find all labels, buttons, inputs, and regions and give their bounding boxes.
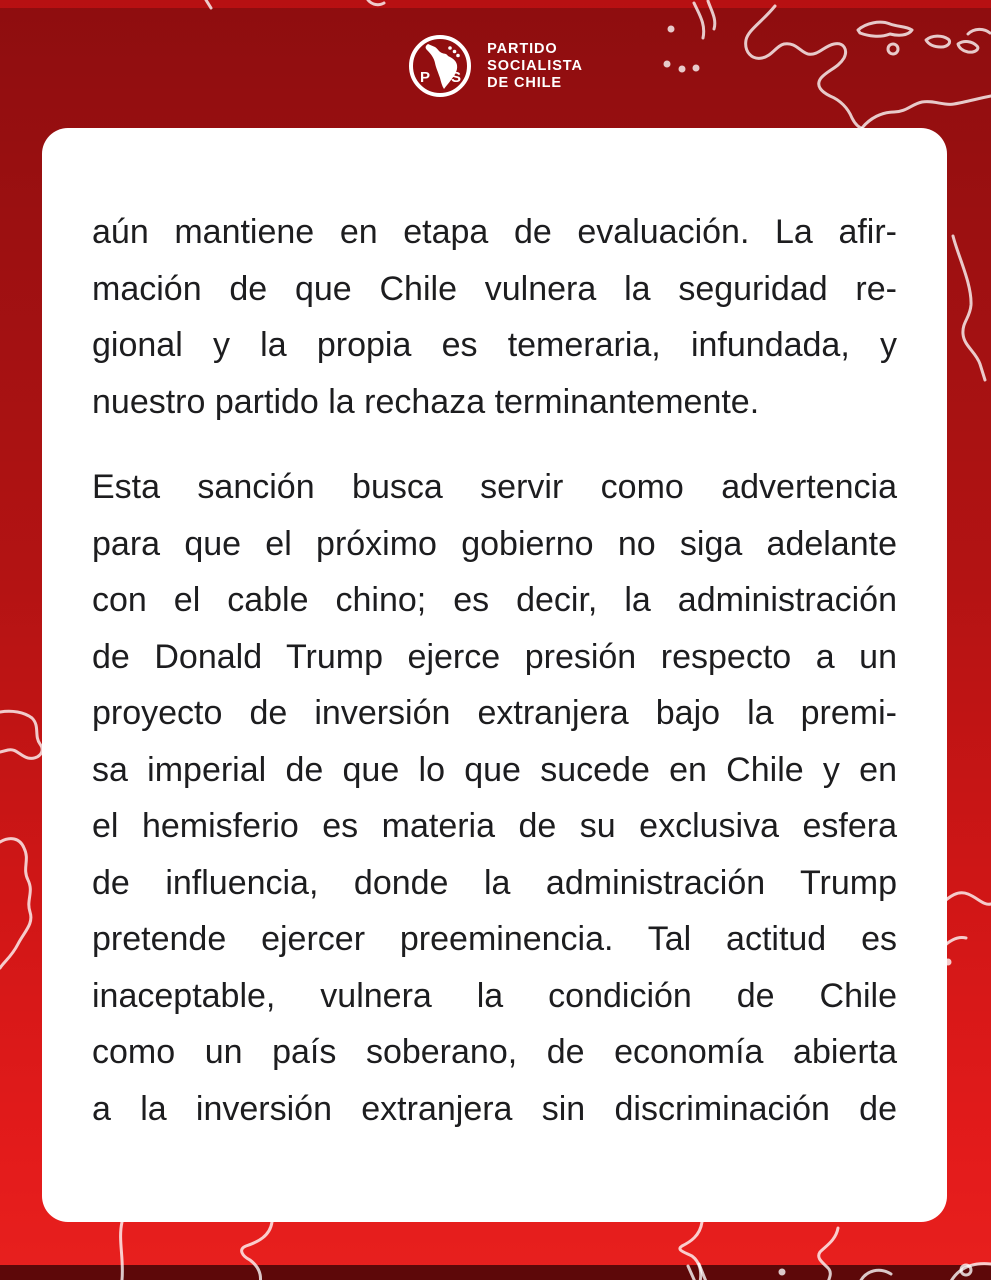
text-line: proyecto de inversión extranjera bajo la premi-	[92, 694, 897, 732]
map-outline-venezuela-coast	[862, 96, 991, 128]
text-line: a la inversión extranjera sin discriminación de	[92, 1089, 897, 1128]
bottom-edge-bar	[0, 1265, 991, 1280]
text-line: sa imperial de que lo que sucede en Chile y en	[92, 750, 897, 789]
text-line: mación de que Chile vulnera la seguridad re-	[92, 269, 897, 308]
logo-letter-p: P	[420, 69, 431, 86]
map-outline-right-bump	[940, 893, 991, 905]
text-line: nuestro partido la rechaza terminantemente.	[92, 382, 760, 421]
text-line: con el cable chino; es decir, la administración	[92, 581, 897, 619]
top-edge-strip	[0, 0, 991, 8]
map-outline-island-dot	[668, 26, 675, 33]
paragraph	[92, 204, 897, 430]
text-line: como un país soberano, de economía abierta	[92, 1033, 897, 1071]
wordmark-line-3: DE CHILE	[487, 74, 562, 91]
text-line: de Donald Trump ejerce presión respecto a un	[92, 637, 897, 676]
statement-card	[42, 128, 947, 1222]
wordmark-line-2: SOCIALISTA	[487, 57, 583, 74]
ps-logo	[408, 34, 472, 98]
paragraph	[92, 459, 897, 1137]
map-outline-left-coast	[0, 839, 31, 968]
text-line: de influencia, donde la administración Trump	[92, 863, 897, 902]
wordmark-line-1: PARTIDO	[487, 40, 558, 57]
party-brand-header	[0, 34, 991, 98]
logo-letter-s: S	[451, 69, 462, 86]
text-line: inaceptable, vulnera la condición de Chile	[92, 976, 897, 1015]
text-line: para que el próximo gobierno no siga adelante	[92, 524, 897, 563]
text-line: el hemisferio es materia de su exclusiva esfera	[92, 807, 897, 845]
text-line: Esta sanción busca servir como advertencia	[92, 468, 897, 506]
text-line: gional y la propia es temeraria, infundada, y	[92, 326, 897, 364]
party-wordmark	[487, 41, 583, 92]
map-outline-left-hook	[0, 711, 42, 758]
text-line: aún mantiene en etapa de evaluación. La afir-	[92, 213, 897, 251]
text-line: pretende ejercer preeminencia. Tal actitud es	[92, 920, 897, 958]
ps-logo-icon	[408, 34, 472, 98]
map-outline-right-coast	[953, 236, 985, 380]
card-text	[92, 204, 897, 1137]
